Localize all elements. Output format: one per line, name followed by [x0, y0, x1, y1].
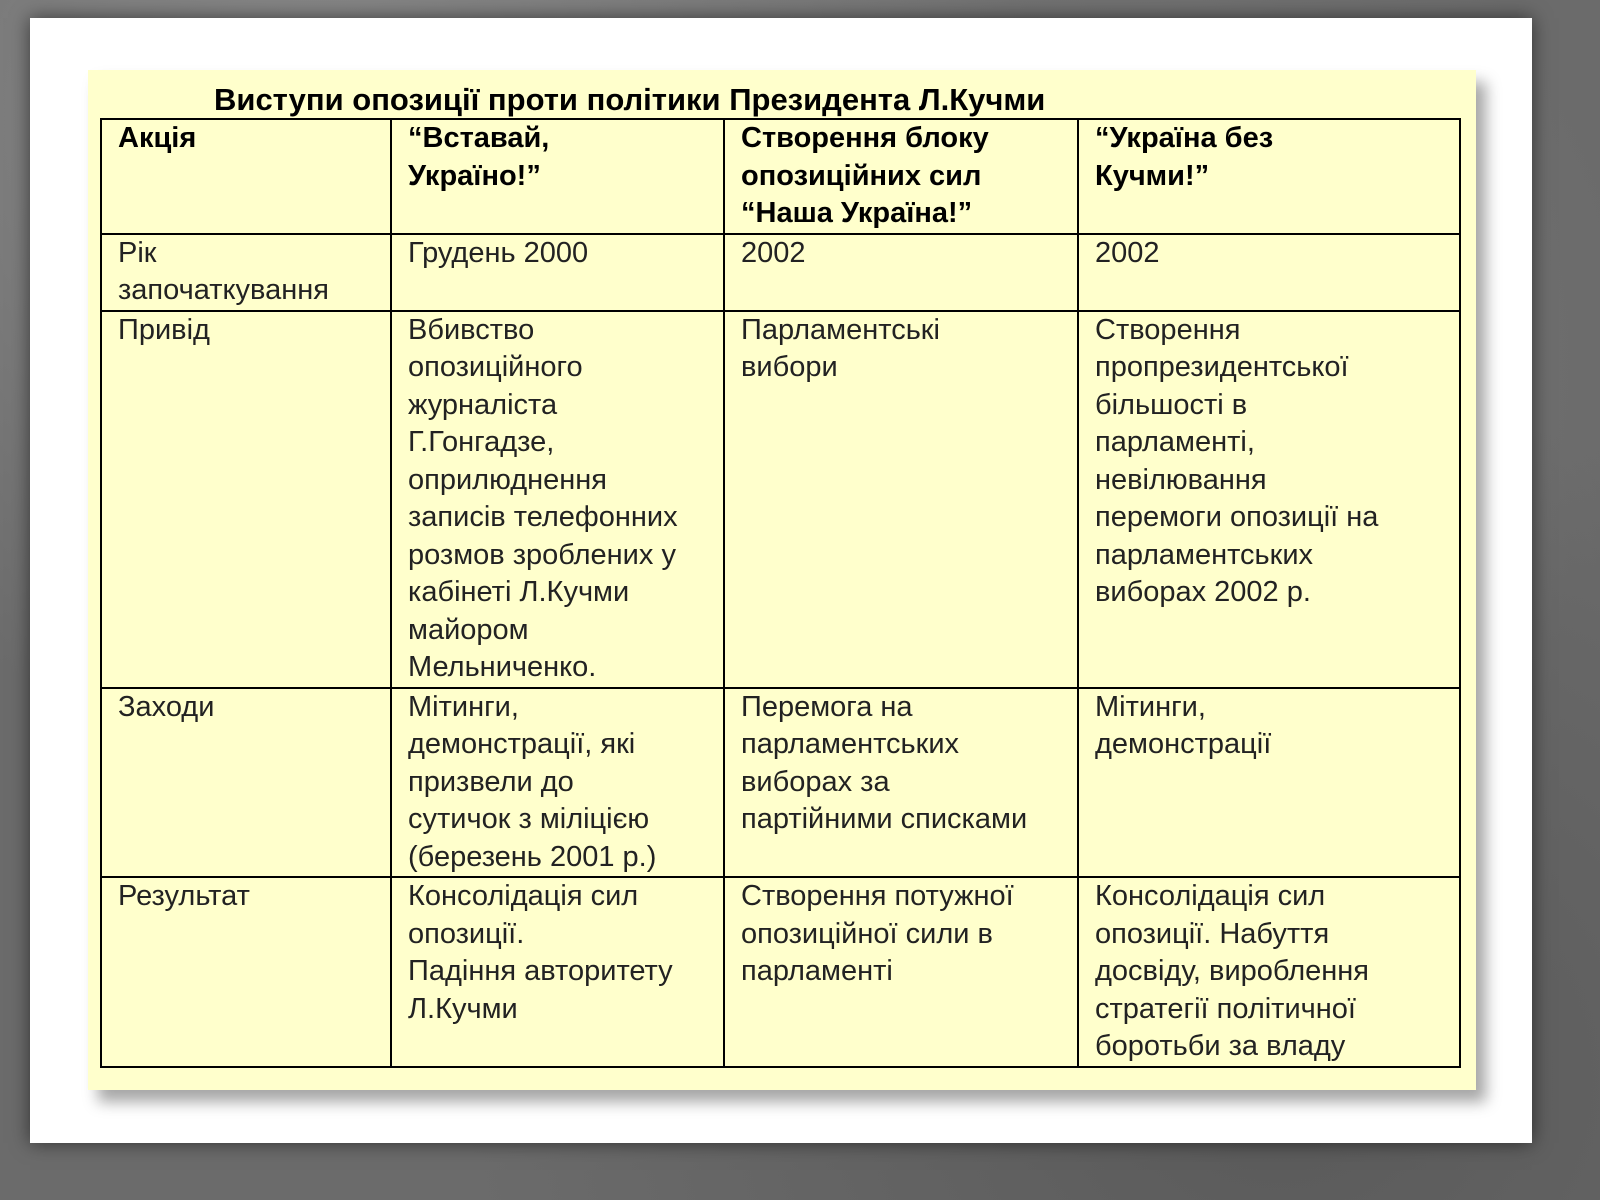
table-cell: Грудень 2000 [391, 234, 724, 311]
header-cell: “Вставай, Україно!” [391, 119, 724, 234]
table-row [101, 688, 1460, 878]
slide [30, 18, 1532, 1143]
page-title: Виступи опозиції проти політики Президента Л.Кучми [214, 82, 1046, 117]
table-cell: 2002 [724, 234, 1078, 311]
opposition-table [100, 118, 1461, 1068]
table-cell: Консолідація сил опозиції. Падіння авторитету Л.Кучми [391, 877, 724, 1067]
row-label: Заходи [101, 688, 391, 878]
table-cell: Парламентські вибори [724, 311, 1078, 688]
table-row [101, 234, 1460, 311]
row-label: Рік започаткування [101, 234, 391, 311]
table-cell: 2002 [1078, 234, 1460, 311]
header-cell: “Україна без Кучми!” [1078, 119, 1460, 234]
row-label: Привід [101, 311, 391, 688]
table-card [88, 70, 1476, 1090]
table-cell: Мітинги, демонстрації, які призвели до сутичок з міліцією (березень 2001 р.) [391, 688, 724, 878]
table-cell: Мітинги, демонстрації [1078, 688, 1460, 878]
table-cell: Консолідація сил опозиції. Набуття досвіду, вироблення стратегії політичної боротьби за владу [1078, 877, 1460, 1067]
table-cell: Створення пропрезидентської більшості в парламенті, невілювання перемоги опозиції на парламентських виборах 2002 р. [1078, 311, 1460, 688]
header-cell: Акція [101, 119, 391, 234]
table-cell: Перемога на парламентських виборах за партійними списками [724, 688, 1078, 878]
header-cell: Створення блоку опозиційних сил “Наша Україна!” [724, 119, 1078, 234]
row-label: Результат [101, 877, 391, 1067]
table-cell: Вбивство опозиційного журналіста Г.Гонгадзе, оприлюднення записів телефонних розмов зроблених у кабінеті Л.Кучми майором Мельниченко. [391, 311, 724, 688]
table-cell: Створення потужної опозиційної сили в парламенті [724, 877, 1078, 1067]
table-header-row [101, 119, 1460, 234]
table-row [101, 311, 1460, 688]
table-row [101, 877, 1460, 1067]
